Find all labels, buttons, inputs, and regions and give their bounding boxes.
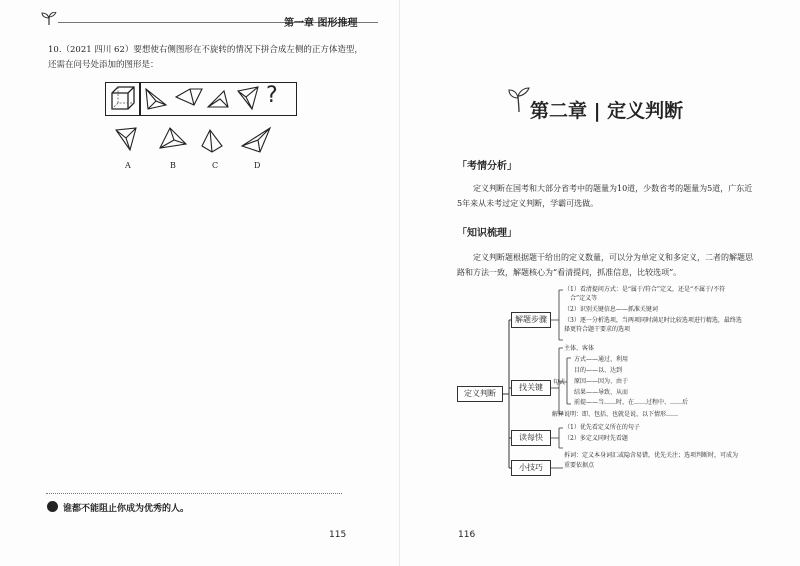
footer-bullet-icon [47,501,58,512]
header-title: 第一章 图形推理 [284,18,358,29]
keyword-note-method: 方式——通过、利用 [574,356,629,363]
mindmap-branch-reading: 读每快 [511,430,551,446]
option-label-b: B [170,161,176,170]
section-heading-analysis: 「考情分析」 [457,161,517,172]
section-paragraph-knowledge: 定义判断题根据题干给出的定义数量，可以分为单定义和多定义，二者的解题思路和方法一致，解题核心为“看清提问，抓准信息，比较选项”。 [457,253,753,277]
question-source: 10.（2021 四川 62） [48,45,134,55]
page-number-left: 115 [329,530,347,540]
option-figures [110,124,310,156]
tips-note-2: 重要依据点 [564,462,595,469]
tips-note-1: 拆词：定义本身词汇或隐含易错，优先关注；选项判断时，可成为 [564,452,739,459]
reading-note-2: （2）多定义同时先看题 [564,435,628,442]
section-heading-knowledge: 「知识梳理」 [457,228,517,239]
keyword-note-purpose: 目的——以、达到 [574,367,623,374]
footer-rule [46,493,342,494]
footer-slogan: 谁都不能阻止你成为优秀的人。 [63,504,190,514]
cube-figure [106,83,139,115]
step-note-1: （1）看清提问方式：是“属于/符合”定义，还是“不属于/不符 [564,286,726,293]
option-a-figure [116,128,136,150]
question-line-2: 还需在问号处添加的图形是： [48,60,159,70]
page-number-right: 116 [458,530,476,540]
mindmap-branch-keywords: 找关键 [511,380,551,396]
option-c-figure [202,130,222,152]
question-text [48,43,368,73]
option-b-figure [160,128,186,148]
question-line-1: 要想使右侧图形在不旋转的情况下拼合成左侧的正方体造型， [133,45,363,55]
keyword-note-premise: 前提——当……时、在……过程中、……后 [574,399,689,406]
question-figure [105,82,297,116]
step-note-3b: 择更符合题干要求的选项 [564,326,631,333]
keyword-note-reason: 原因——因为、由于 [574,378,629,385]
piece-figures [142,83,262,115]
option-label-c: C [212,161,219,170]
sprout-icon [40,12,58,26]
chapter-title: 第二章 | 定义判断 [530,100,684,122]
option-d-figure [242,128,270,152]
step-note-2: （2）识别关键信息——抓准关键词 [564,306,658,313]
step-note-3: （3）逐一分析选项，当两项同时满足时比较选项进行精选，最终选 [564,317,742,324]
option-label-a: A [125,161,131,170]
step-note-1b: 合”定义等 [570,295,598,302]
figure-divider [139,83,141,115]
keyword-sub-label: 句式 [553,379,566,386]
keyword-note-explain: 解释说明：即、包括、也就是说、以下情形…… [552,411,679,418]
section-paragraph-analysis: 定义判断在国考和大部分省考中的题量为10道，少数省考的题量为5道，广东近5年来从未考过定义判断，学霸可选做。 [457,184,753,208]
option-label-d: D [254,161,261,170]
question-mark: ? [266,83,278,108]
keyword-note-result: 结果——导致、从而 [574,389,629,396]
mindmap-branch-steps: 解题步骤 [511,312,551,328]
reading-note-1: （1）优先看定义所在的句子 [564,424,640,431]
mindmap-branch-tips: 小技巧 [511,460,551,476]
mindmap-root: 定义判断 [457,386,503,402]
keyword-note-subject: 主体、客体 [564,345,595,352]
sprout-icon [508,86,530,114]
